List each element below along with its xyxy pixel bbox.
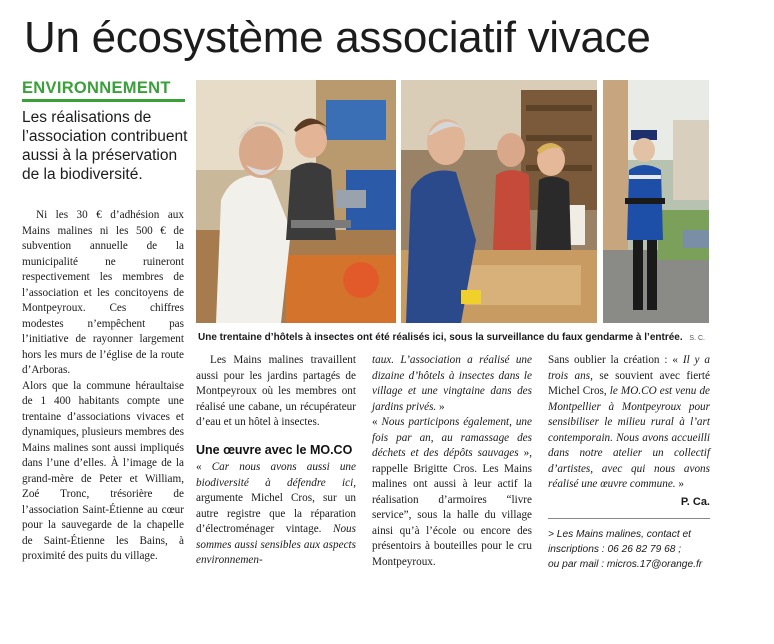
article-column-2 — [196, 353, 356, 569]
photo-credit: S. C. — [689, 335, 705, 342]
paragraph: « Car nous avons aussi une biodiversité à défendre ici, argumente Michel Cros, sur un autre registre que la réparation d’électroménager vintage. Nous sommes aussi sensibles aux aspects environnemen- — [196, 461, 356, 566]
rubric-underline — [22, 99, 185, 102]
paragraph: « Nous participons également, une fois par an, au ramassage des déchets et des dépôts sauvages », rappelle Brigitte Cros. Les Mains malines ont aussi à leur actif la réalisation d’armoires “livre service”, sous la halle du village ainsi qu’à l’école ou encore des présentoirs à bouteilles pour le cru Montpeyroux. — [372, 416, 532, 568]
paragraph: Alors que la commune héraultaise de 1 400 habitants compte une trentaine d’associations vivaces et dynamiques, plusieurs membres des Mains malines sont aussi impliqués dans l’une d’elles. À l’image de la grand-mère de Peter et William, Zoé Tronc, trésorière de l’association Saint-Étienne au cœur pour la sauvegarde de la chapelle de Saint-Étienne les Bains, à proximité des puits du village. — [22, 379, 184, 562]
article-column-3 — [372, 353, 532, 570]
paragraph: Les Mains malines travaillent aussi pour les jardins partagés de Montpeyroux où les membres ont réalisé une cabane, un récupérateur d’eau et un hôtel à insectes. — [196, 354, 356, 428]
photo-workshop-grandfather-child — [196, 80, 396, 323]
article-headline: Un écosystème associatif vivace — [24, 13, 651, 62]
photo-fake-gendarme — [603, 80, 709, 323]
article-column-4 — [548, 353, 710, 572]
paragraph: taux. L’association a réalisé une dizaine d’hôtels à insectes dans le village et une vingtaine dans des jardins privés. » — [372, 354, 532, 413]
caption-text: Une trentaine d’hôtels à insectes ont été réalisés ici, sous la surveillance du faux gendarme à l’entrée. — [198, 332, 683, 343]
paragraph: Sans oublier la création : « Il y a trois ans, se souvient avec fierté Michel Cros, le MO.CO est venu de Montpellier à Montpeyroux pour sensibiliser le milieu rural à l’art contemporain. Nous avons accueilli dans notre atelier un collectif d’artistes, avec qui nous avons réalisé une œuvre commune. » — [548, 354, 710, 490]
article-column-1 — [22, 208, 184, 565]
author-signature: P. Ca. — [680, 495, 710, 508]
section-subhead: Une œuvre avec le MO.CO — [196, 442, 353, 457]
article-standfirst: Les réalisations de l’association contribuent aussi à la préservation de la biodiversité. — [22, 109, 188, 183]
paragraph: Ni les 30 € d’adhésion aux Mains malines ni les 500 € de subvention annuelle de la municipalité ne ruineront respectivement les membres de l’association et les concitoyens de Montpeyroux. Ces chiffres modestes n’empêchent pas l’initiative de rayonner largement hors les murs de l’église de la route d’Arboras. — [22, 209, 184, 376]
contact-divider — [548, 518, 710, 519]
photo-caption — [198, 332, 712, 343]
photo-workshop-group — [401, 80, 597, 323]
section-rubric: ENVIRONNEMENT — [22, 79, 171, 97]
contact-info: > Les Mains malines, contact et inscriptions : 06 26 82 79 68 ; ou par mail : micros.17@orange.fr — [548, 529, 703, 570]
